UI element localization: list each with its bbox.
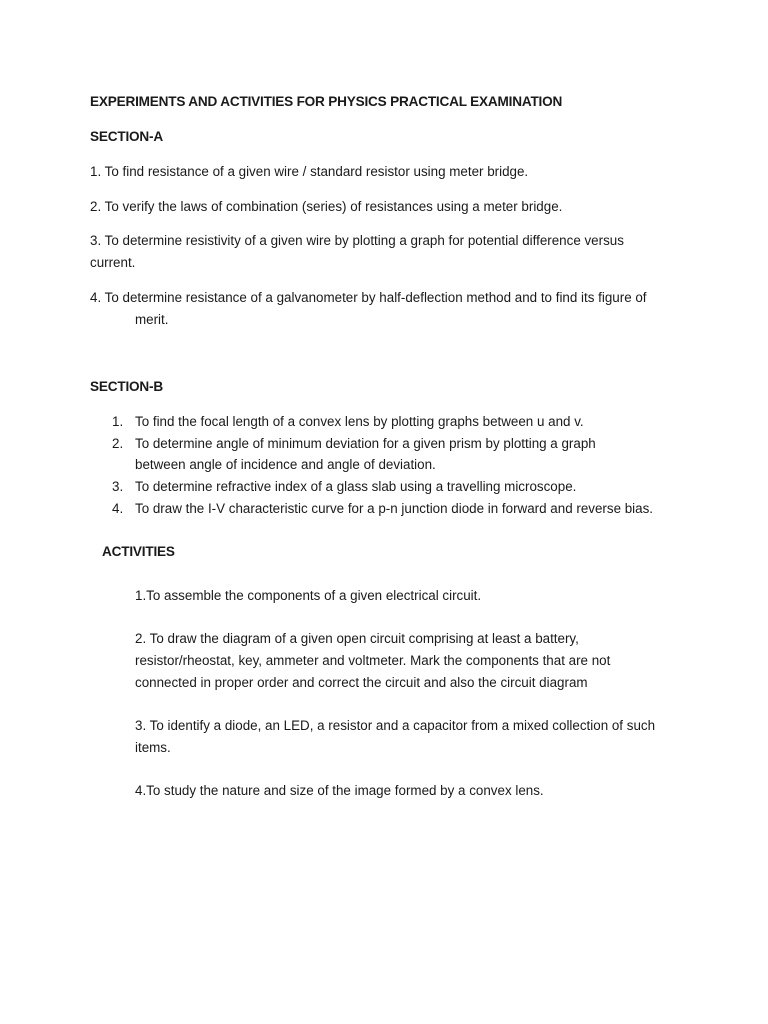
section-b-item-2	[90, 433, 690, 476]
list-item-text: To determine angle of minimum deviation for a given prism by plotting a graph	[135, 435, 596, 451]
section-a-item-3-cont: current.	[90, 255, 136, 270]
section-a-item-4: 4. To determine resistance of a galvanometer by half-deflection method and to find its figure of	[90, 290, 647, 305]
list-number: 3.	[112, 479, 124, 495]
activity-item-3: 3. To identify a diode, an LED, a resistor and a capacitor from a mixed collection of such	[135, 718, 656, 733]
activity-item-3-cont: items.	[135, 740, 171, 755]
list-number: 2.	[112, 435, 124, 451]
list-item-text: To draw the I-V characteristic curve for a p-n junction diode in forward and reverse bias.	[135, 500, 654, 516]
activity-item-2-cont: resistor/rheostat, key, ammeter and voltmeter. Mark the components that are not	[135, 653, 611, 668]
list-item-text: To find the focal length of a convex lens by plotting graphs between u and v.	[135, 414, 584, 429]
section-b-item-4	[90, 498, 690, 520]
list-item-text: To determine refractive index of a glass slab using a travelling microscope.	[135, 479, 577, 495]
section-a-item-3: 3. To determine resistivity of a given wire by plotting a graph for potential difference versus	[90, 233, 624, 248]
section-a-item-2: 2. To verify the laws of combination (series) of resistances using a meter bridge.	[90, 199, 563, 214]
section-a-item-4-cont: merit.	[135, 312, 169, 327]
list-number: 1.	[112, 414, 124, 429]
activity-item-4: 4.To study the nature and size of the image formed by a convex lens.	[135, 783, 544, 798]
section-b-item-3	[90, 476, 690, 498]
section-b-heading: SECTION-B	[90, 379, 163, 394]
activity-item-2-cont: connected in proper order and correct the circuit and also the circuit diagram	[135, 675, 588, 690]
section-b-list	[90, 411, 690, 520]
document-title: EXPERIMENTS AND ACTIVITIES FOR PHYSICS PRACTICAL EXAMINATION	[90, 94, 563, 109]
activities-heading: ACTIVITIES	[102, 544, 175, 559]
section-b-item-1	[90, 411, 690, 433]
section-a-item-1: 1. To find resistance of a given wire / standard resistor using meter bridge.	[90, 164, 529, 179]
list-item-text-cont: between angle of incidence and angle of deviation.	[135, 457, 436, 473]
section-a-heading: SECTION-A	[90, 129, 163, 144]
activity-item-1: 1.To assemble the components of a given electrical circuit.	[135, 588, 482, 603]
activity-item-2: 2. To draw the diagram of a given open circuit comprising at least a battery,	[135, 631, 579, 646]
list-number: 4.	[112, 500, 124, 516]
